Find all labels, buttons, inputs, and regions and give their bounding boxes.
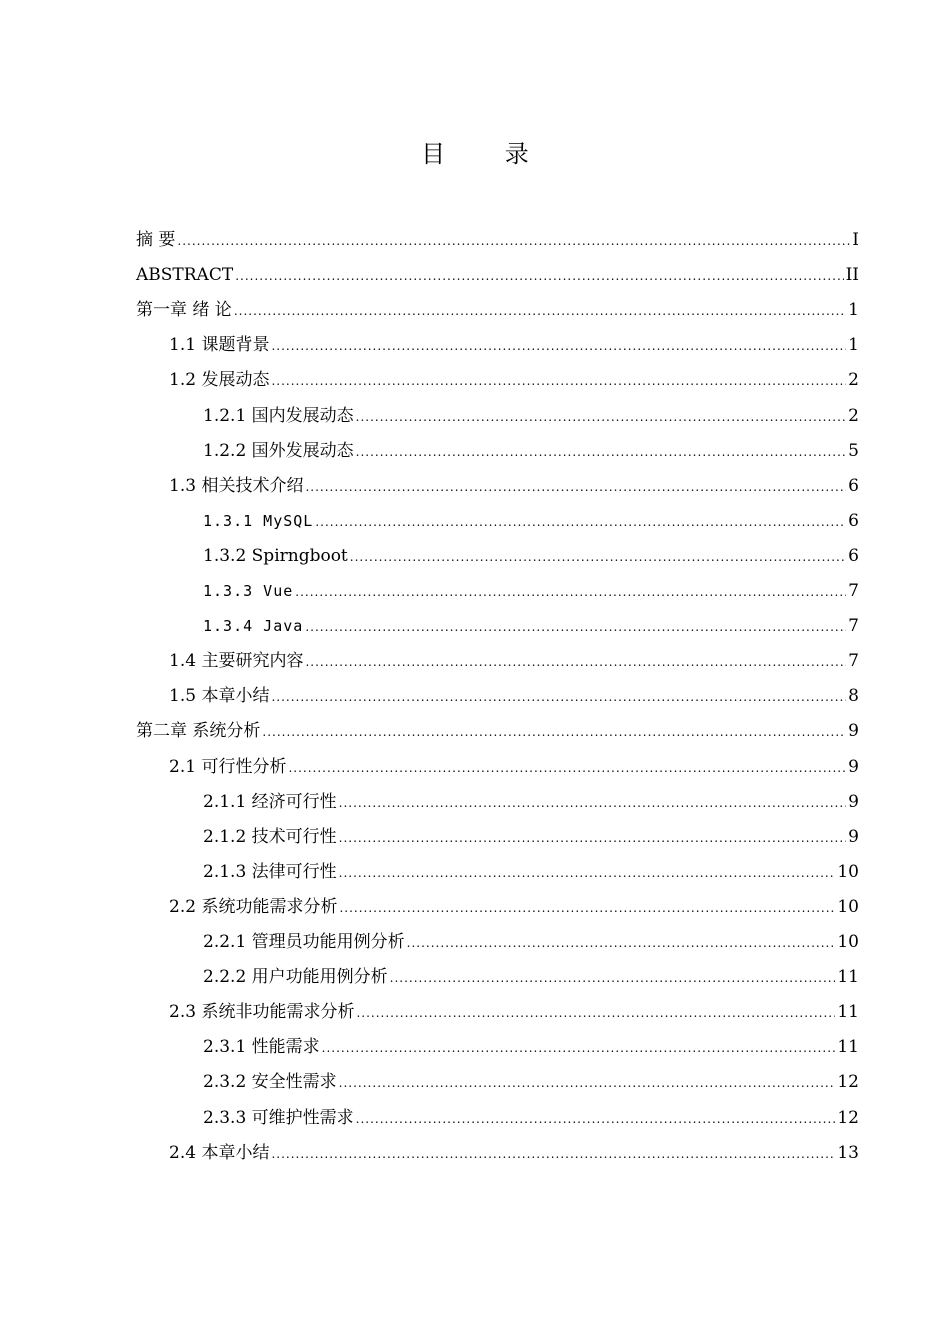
toc-entry-title: 摘 要 — [136, 230, 176, 250]
toc-entry-title: 2.3.2 安全性需求 — [203, 1072, 337, 1092]
toc-entry[interactable] — [169, 995, 859, 1030]
toc-page-number: 12 — [837, 1108, 859, 1128]
toc-dot-leader — [407, 926, 836, 961]
toc-page-number: 1 — [848, 300, 859, 320]
toc-page-number: 5 — [848, 441, 859, 461]
toc-dot-leader — [315, 505, 846, 540]
toc-dot-leader — [305, 645, 846, 680]
toc-page-number: 9 — [848, 792, 859, 812]
toc-dot-leader — [271, 1137, 835, 1172]
toc-dot-leader — [271, 364, 846, 399]
toc-dot-leader — [235, 259, 843, 294]
toc-dot-leader — [288, 751, 846, 786]
toc-entry[interactable] — [203, 925, 859, 960]
toc-entry[interactable] — [169, 644, 859, 679]
toc-page-number: 6 — [848, 546, 859, 566]
toc-entry[interactable] — [169, 469, 859, 504]
toc-entry[interactable] — [169, 363, 859, 398]
toc-dot-leader — [295, 575, 846, 610]
toc-entry[interactable] — [169, 1136, 859, 1171]
toc-page-number: 7 — [848, 651, 859, 671]
toc-page-number: 12 — [837, 1072, 859, 1092]
toc-dot-leader — [234, 294, 846, 329]
toc-entry-title: 1.1 课题背景 — [169, 335, 270, 355]
toc-entry-title: ABSTRACT — [136, 265, 234, 285]
toc-entry[interactable] — [203, 399, 859, 434]
toc-page-number: 10 — [837, 932, 859, 952]
toc-entry-title: 2.4 本章小结 — [169, 1143, 270, 1163]
toc-page-number: 9 — [848, 827, 859, 847]
toc-page-number: 2 — [848, 406, 859, 426]
toc-entry-title: 1.3.2 Spirngboot — [203, 546, 348, 566]
toc-entry[interactable] — [203, 574, 859, 609]
toc-entry[interactable] — [136, 258, 859, 293]
toc-entry-title: 2.2 系统功能需求分析 — [169, 897, 338, 917]
toc-page-number: I — [852, 230, 859, 250]
toc-page-number: 10 — [837, 897, 859, 917]
toc-dot-leader — [390, 961, 836, 996]
toc-dot-leader — [339, 891, 835, 926]
toc-entry-title: 1.3.1 MySQL — [203, 512, 314, 530]
toc-entry[interactable] — [203, 855, 859, 890]
toc-entry[interactable] — [203, 785, 859, 820]
toc-dot-leader — [339, 786, 847, 821]
toc-page-number: II — [845, 265, 859, 285]
toc-entry-title: 2.1 可行性分析 — [169, 757, 287, 777]
toc-dot-leader — [271, 680, 846, 715]
toc-entry-title: 1.3 相关技术介绍 — [169, 476, 304, 496]
toc-dot-leader — [177, 224, 850, 259]
toc-entry-title: 1.3.4 Java — [203, 617, 304, 635]
toc-entry-title: 2.3.1 性能需求 — [203, 1037, 320, 1057]
toc-entry-title: 2.1.3 法律可行性 — [203, 862, 337, 882]
toc-entry-title: 2.2.1 管理员功能用例分析 — [203, 932, 405, 952]
toc-dot-leader — [305, 470, 846, 505]
toc-entry-title: 2.2.2 用户功能用例分析 — [203, 967, 388, 987]
toc-page-number: 9 — [848, 721, 859, 741]
toc-entry-title: 1.4 主要研究内容 — [169, 651, 304, 671]
toc-entry[interactable] — [203, 960, 859, 995]
toc-entry[interactable] — [169, 679, 859, 714]
toc-entry[interactable] — [203, 609, 859, 644]
toc-entry[interactable] — [169, 328, 859, 363]
toc-page-number: 8 — [848, 686, 859, 706]
toc-entry-title: 2.3.3 可维护性需求 — [203, 1108, 354, 1128]
toc-page-number: 1 — [848, 335, 859, 355]
toc-dot-leader — [262, 715, 846, 750]
toc-page-number: 9 — [848, 757, 859, 777]
toc-entry-title: 1.5 本章小结 — [169, 686, 270, 706]
toc-dot-leader — [271, 329, 846, 364]
toc-page-number: 6 — [848, 476, 859, 496]
toc-entry[interactable] — [136, 714, 859, 749]
toc-page-number: 7 — [848, 616, 859, 636]
toc-dot-leader — [356, 435, 847, 470]
toc-entry-title: 2.1.2 技术可行性 — [203, 827, 337, 847]
toc-dot-leader — [350, 540, 846, 575]
toc-dot-leader — [339, 821, 847, 856]
toc-entry[interactable] — [136, 293, 859, 328]
page-title: 目 录 — [421, 140, 555, 168]
toc-entry-title: 2.1.1 经济可行性 — [203, 792, 337, 812]
toc-entry-title: 1.2.1 国内发展动态 — [203, 406, 354, 426]
toc-entry-title: 第一章 绪 论 — [136, 300, 232, 320]
toc-dot-leader — [322, 1031, 836, 1066]
toc-page-number: 2 — [848, 370, 859, 390]
toc-dot-leader — [356, 1102, 836, 1137]
toc-entry[interactable] — [203, 820, 859, 855]
toc-entry[interactable] — [169, 890, 859, 925]
toc-page-number: 7 — [848, 581, 859, 601]
toc-entry[interactable] — [203, 1065, 859, 1100]
toc-entry[interactable] — [169, 750, 859, 785]
toc-entry-title: 2.3 系统非功能需求分析 — [169, 1002, 355, 1022]
toc-dot-leader — [356, 996, 835, 1031]
toc-page-number: 11 — [837, 1002, 859, 1022]
toc-entry-title: 第二章 系统分析 — [136, 721, 261, 741]
toc-entry-title: 1.2.2 国外发展动态 — [203, 441, 354, 461]
toc-dot-leader — [339, 1066, 836, 1101]
toc-entry[interactable] — [203, 539, 859, 574]
toc-entry[interactable] — [136, 223, 859, 258]
toc-dot-leader — [339, 856, 836, 891]
toc-entry[interactable] — [203, 1030, 859, 1065]
toc-entry-title: 1.3.3 Vue — [203, 582, 294, 600]
toc-page-number: 11 — [837, 1037, 859, 1057]
toc-entry[interactable] — [203, 434, 859, 469]
toc-page-number: 11 — [837, 967, 859, 987]
toc-entry[interactable] — [203, 504, 859, 539]
toc-dot-leader — [305, 610, 846, 645]
toc-page-number: 13 — [837, 1143, 859, 1163]
toc-page-number: 6 — [848, 511, 859, 531]
toc-page-number: 10 — [837, 862, 859, 882]
toc-dot-leader — [356, 400, 847, 435]
toc-entry[interactable] — [203, 1101, 859, 1136]
toc-entry-title: 1.2 发展动态 — [169, 370, 270, 390]
